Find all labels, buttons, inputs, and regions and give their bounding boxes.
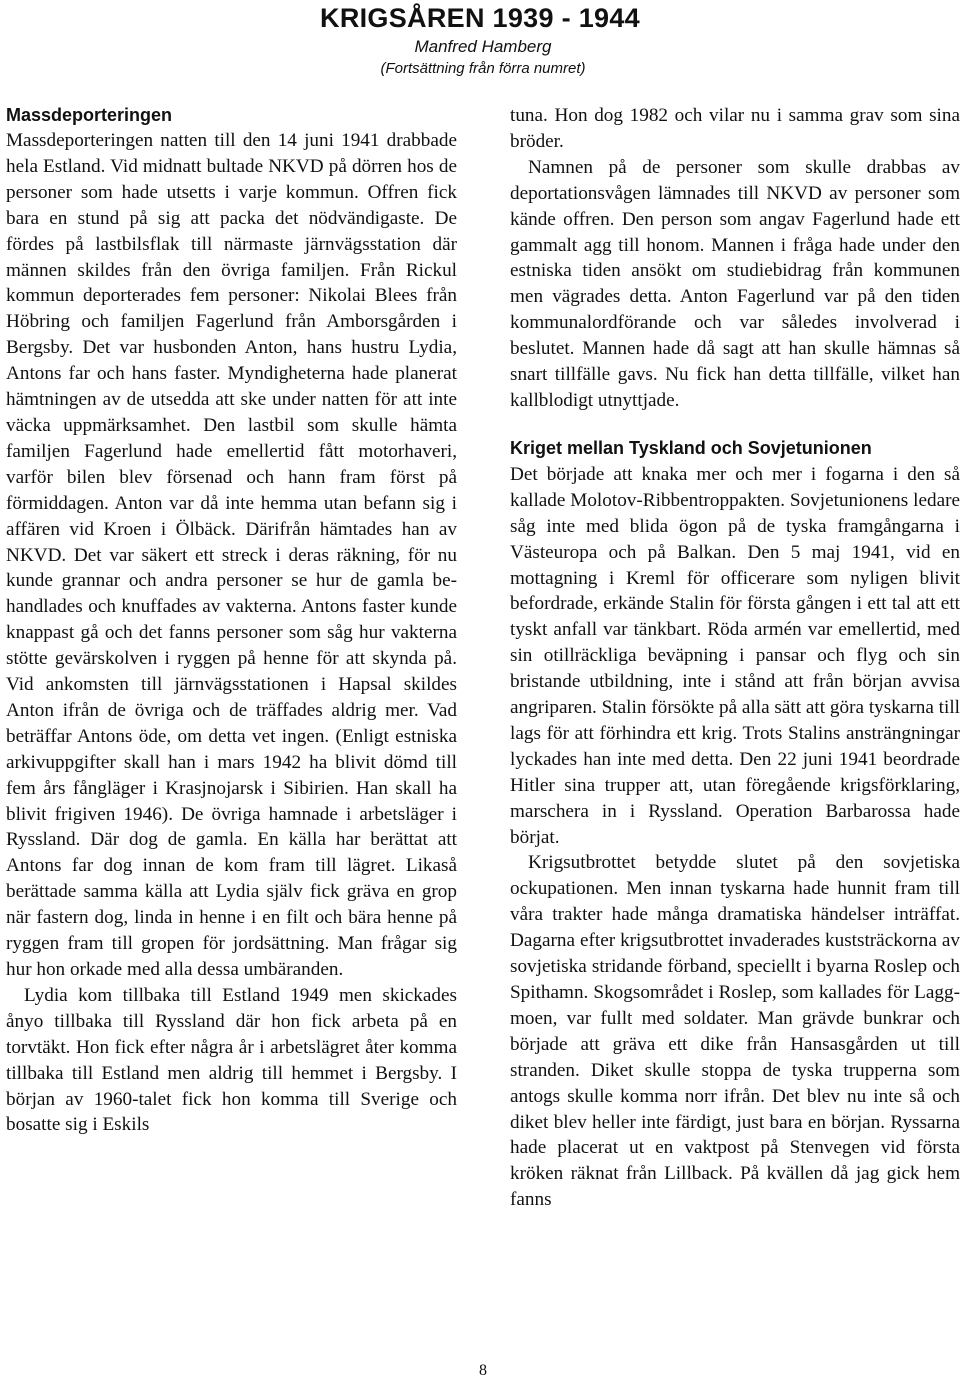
paragraph: tuna. Hon dog 1982 och vilar nu i samma grav som sina bröder. xyxy=(510,105,960,152)
right-column xyxy=(510,103,960,1213)
article-author: Manfred Hamberg xyxy=(414,37,552,56)
paragraph: Det började att knaka mer och mer i fogarna i den så kallade Molotov-Ribbentroppakten. Sovjetunionens ledare såg inte med blida ögon på de tyska framgångarna i Västeuropa och på Balkan. Den 5 maj 1941, vid en mottagning i Kreml för officerare som nyligen blivit befordrade, erkände Stalin för första gången i ett tal att ett tyskt anfall var tänkbart. Röda armén var emellertid, med sin otillräckliga beväpning i pansar och flyg och sin bristande utbildning, inte i stånd att från början avvisa angriparen. Stalin försökte på alla sätt att göra tyskarna till lags för att förhindra ett krig. Trots Stalins ansträngningar lyckades han inte med detta. Den 22 juni 1941 beordrade Hitler sina trupper att, utan föregående krigsförklaring, marschera in i Ryssland. Operation Barbarossa hade börjat. xyxy=(510,463,960,848)
page-number: 8 xyxy=(479,1362,487,1379)
paragraph: Namnen på de personer som skulle drabbas av deportationsvågen lämnades till NKVD av personer som kände offren. Den person som angav Fagerlund hade ett gammalt agg till honom. Mannen i fråga hade under den estniska tiden ansökt om studiebidrag från kommunen men vägrades detta. Anton Fagerlund var på den tiden kommunalordförande och var således involverad i beslutet. Mannen hade då sagt att han skulle hämnas så snart tillfälle gavs. Nu fick han detta tillfälle, vilket han kallblodigt utnyttjade. xyxy=(510,156,960,411)
section-heading-kriget: Kriget mellan Tyskland och Sovjetunionen xyxy=(510,437,872,458)
continuation-note: (Fortsättning från förra numret) xyxy=(380,60,586,77)
paragraph: Krigsutbrottet betydde slutet på den sovjetiska ockupationen. Men innan tyskarna hade hunnit fram till våra trakter hade många dramatiska händelser inträffat. Dagarna efter krigsutbrottet invaderades kuststräckorna av sovjetiska stridande förband, speciellt i byarna Roslep och Spithamn. Skogsområdet i Roslep, som kallades för Laggmoen, var fullt med soldater. Man grävde bunkrar och började att gräva ett dike från Hansasgården ut till stranden. Diket skulle stoppa de tyska trupperna som antogs skulle komma norr ifrån. Det blev nu inte så och diket blev heller inte färdigt, just bara en början. Ryssarna hade placerat ut en vaktpost på Stenvegen vid första kröken räknat från Lillback. På kvällen då jag gick hem fanns xyxy=(510,852,960,1211)
section-heading-massdeporteringen: Massdeporteringen xyxy=(6,105,173,125)
article-title: KRIGSÅREN 1939 - 1944 xyxy=(320,3,640,33)
left-column xyxy=(6,103,457,1138)
article-header xyxy=(0,0,960,95)
paragraph: Massdeporteringen natten till den 14 juni 1941 drabbade hela Estland. Vid midnatt bultade NKVD på dörren hos de personer som hade utsetts i varje kommun. Offren fick bara en stund på sig att packa det nödvändigaste. De fördes på lastbilsflak till närmaste järnvägsstation där männen skildes från den övriga familjen. Från Rickul kommun deporterades fem personer: Nikolai Blees från Höbring och familjen Fagerlund från Amborsgården i Bergsby. Det var husbonden Anton, hans hustru Lydia, Antons far och hans faster. Myndigheterna hade planerat hämtningen av de utsedda att ske under natten för att inte väcka uppmärksamhet. Den lastbil som skulle hämta familjen Fagerlund hade emellertid fått motorhaveri, varför bilen blev försenad och hann fram först på förmiddagen. Anton var då inte hemma utan befann sig i affären vid Kroen i Ölbäck. Därifrån hämtades han av NKVD. Det var säkert ett streck i deras räkning, för nu kunde grannar och andra personer se hur de gamla behandlades och knuffades av vakterna. Antons faster kunde knappast gå och det fanns personer som såg hur vakterna stötte gevärskolven i ryggen på henne för att skynda på. Vid ankomsten till järnvägsstationen i Hapsal skildes Anton ifrån de övriga och de träffades aldrig mer. Vad beträffar Antons öde, om detta vet ingen. (Enligt estniska arkivuppgifter skall han i mars 1942 ha blivit dömd till fem års fångläger i Krasjnojarsk i Sibirien. Han skall ha blivit frigiven 1946). De övriga hamnade i arbetsläger i Ryssland. Där dog de gamla. En källa har berättat att Antons far dog innan de kom fram till lägret. Likaså berättade samma källa att Lydia själv fick gräva en grop när fastern dog, linda in henne i en filt och bära henne på ryggen fram till gropen för jordsättning. Man frågar sig hur hon orkade med alla dessa umbäranden. xyxy=(6,130,457,980)
paragraph: Lydia kom tillbaka till Estland 1949 men skickades ånyo tillbaka till Ryssland där hon fick arbeta på en torvtäkt. Hon fick efter några år i arbetslägret åter komma tillbaka till Estland men aldrig till hemmet i Bergsby. I början av 1960-talet fick hon komma till Sverige och bosatte sig i Eskils xyxy=(6,984,457,1136)
